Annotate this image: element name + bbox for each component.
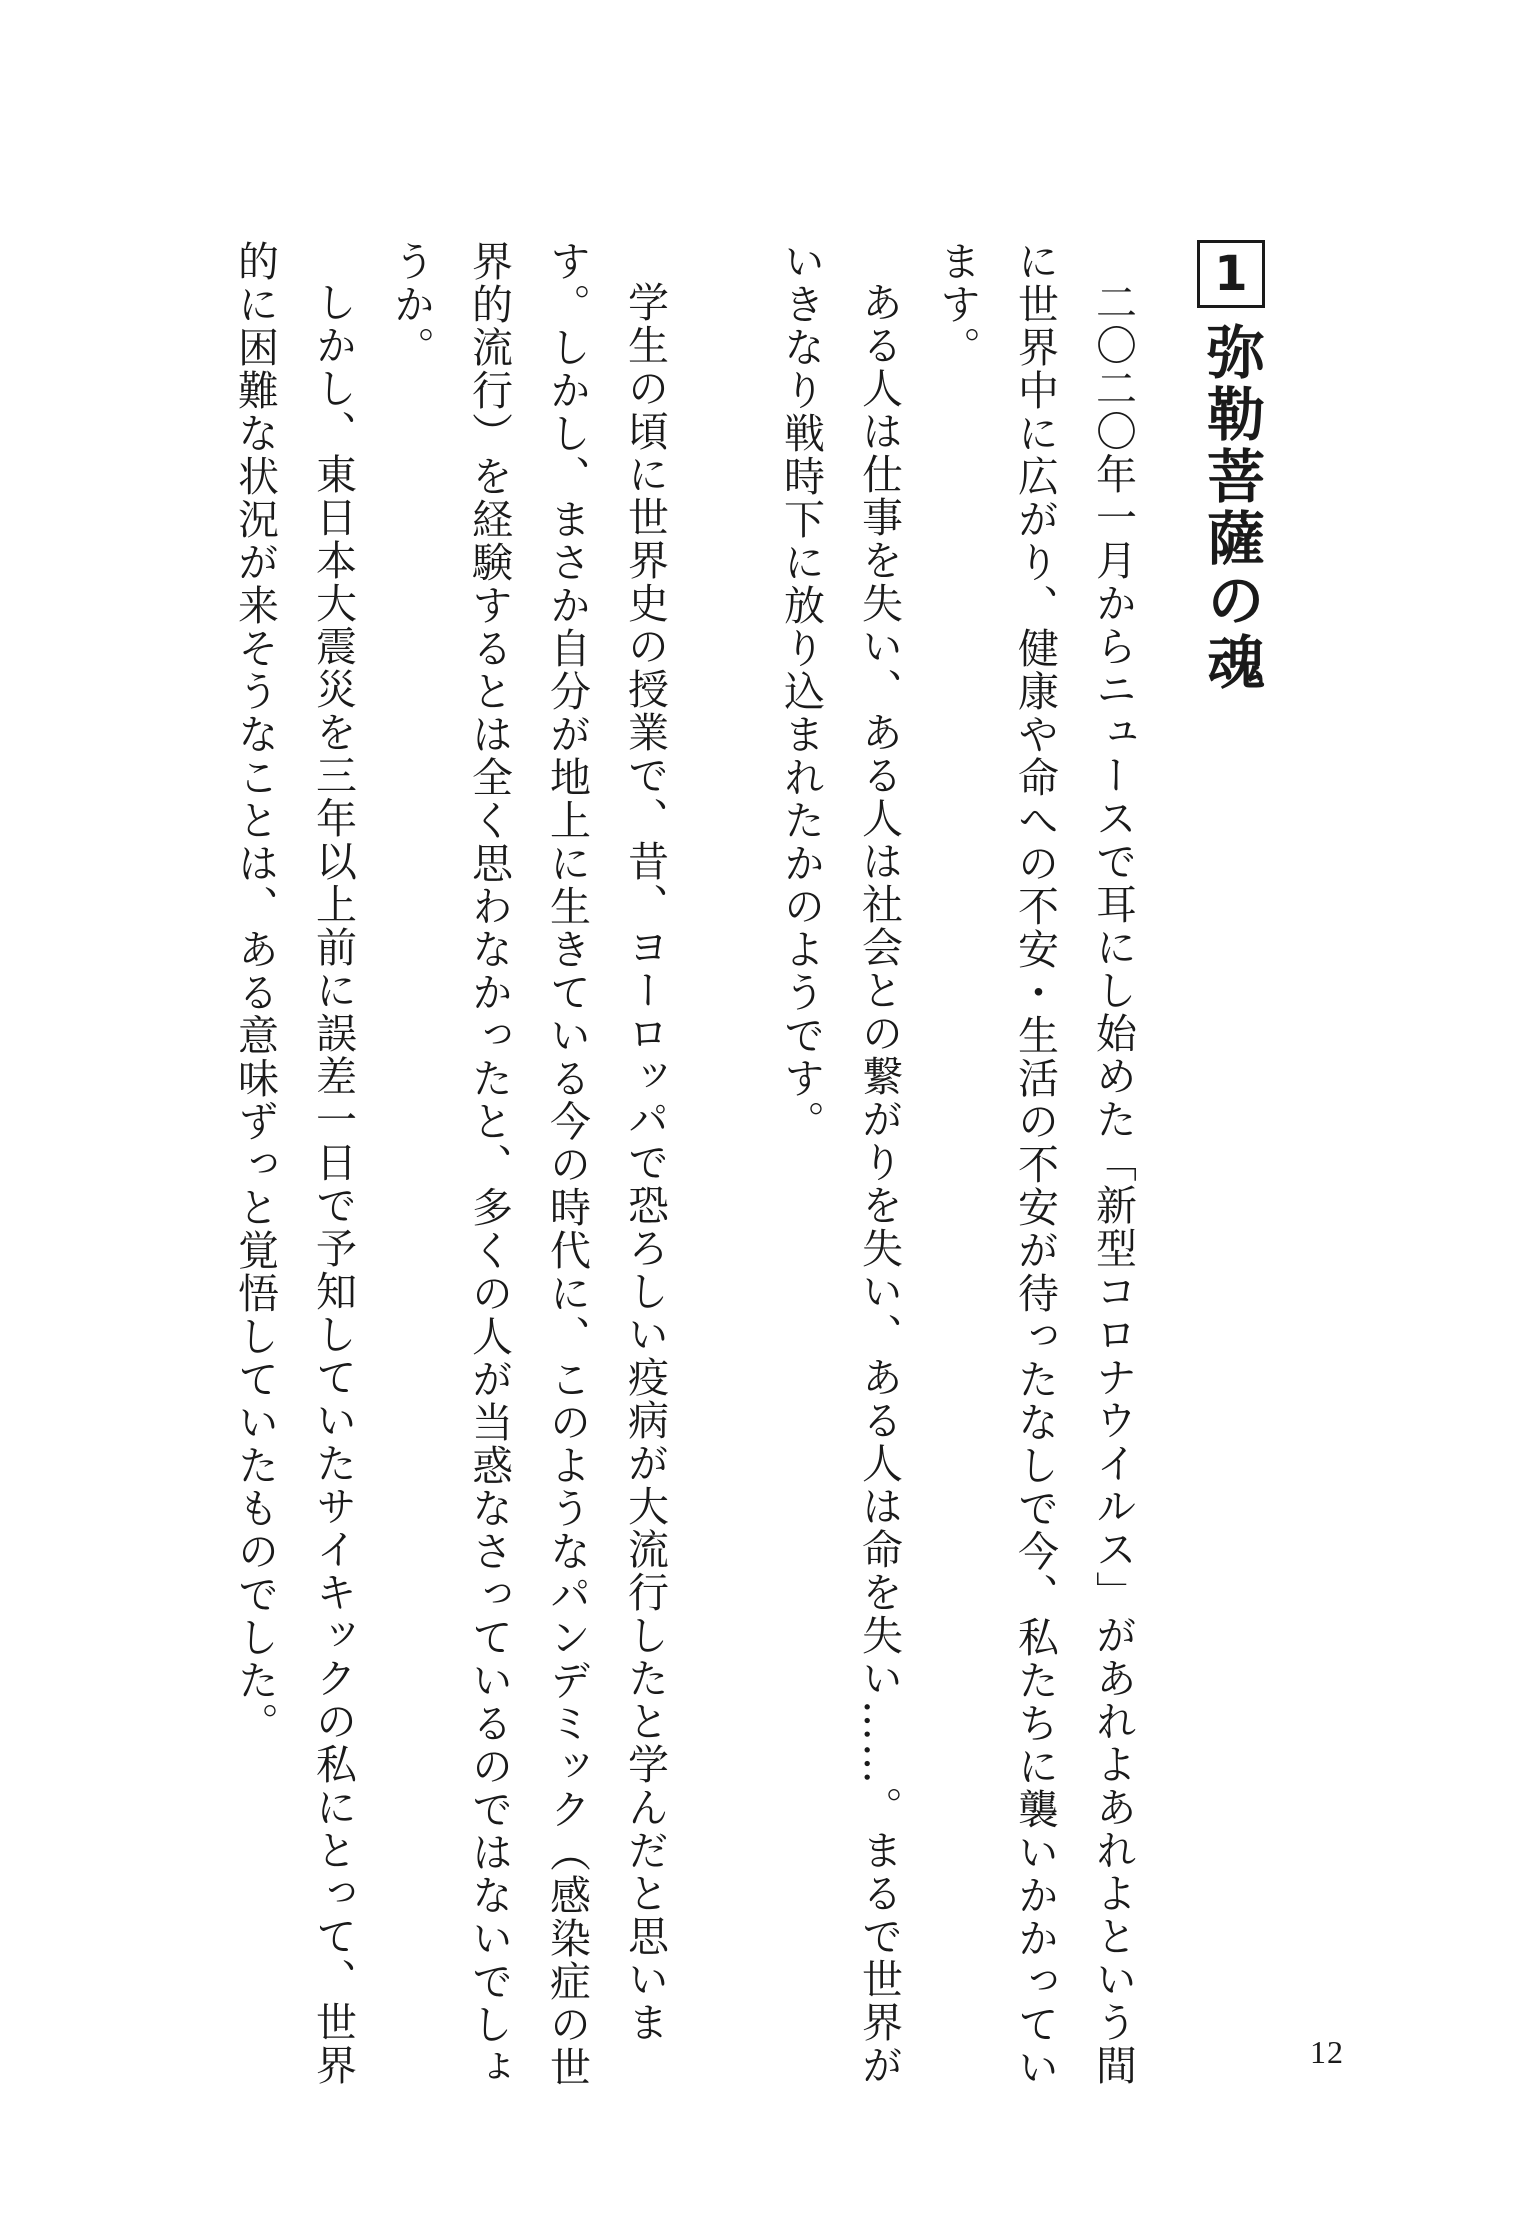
section-spacer	[684, 240, 762, 2120]
chapter-heading	[1192, 240, 1270, 2120]
paragraph-4: しかし、東日本大震災を三年以上前に誤差一日で予知していたサイキックの私にとって、世界的に困難な状況が来そうなことは、ある意味ずっと覚悟していたものでした。	[231, 240, 357, 2087]
paragraph-2: ある人は仕事を失い、ある人は社会との繋がりを失い、ある人は命を失い……。まるで世界がいきなり戦時下に放り込まれたかのようです。	[777, 240, 903, 2087]
chapter-title: 弥勒菩薩の魂	[1197, 322, 1265, 694]
page-number: 12	[1310, 2034, 1344, 2070]
paragraph-3: 学生の頃に世界史の授業で、昔、ヨーロッパで恐ろしい疫病が大流行したと学んだと思います。しかし、まさか自分が地上に生きている今の時代に、このようなパンデミック（感染症の世界的流行）を経験するとは全く思わなかったと、多くの人が当惑なさっているのではないでしょうか。	[387, 240, 669, 2089]
paragraph-1: 二〇二〇年一月からニュースで耳にし始めた「新型コロナウイルス」があれよあれよという間に世界中に広がり、健康や命への不安・生活の不安が待ったなしで今、私たちに襲いかかっています。	[933, 240, 1137, 2089]
chapter-number-box: 1	[1197, 240, 1265, 308]
vertical-text-block	[216, 240, 1270, 2120]
